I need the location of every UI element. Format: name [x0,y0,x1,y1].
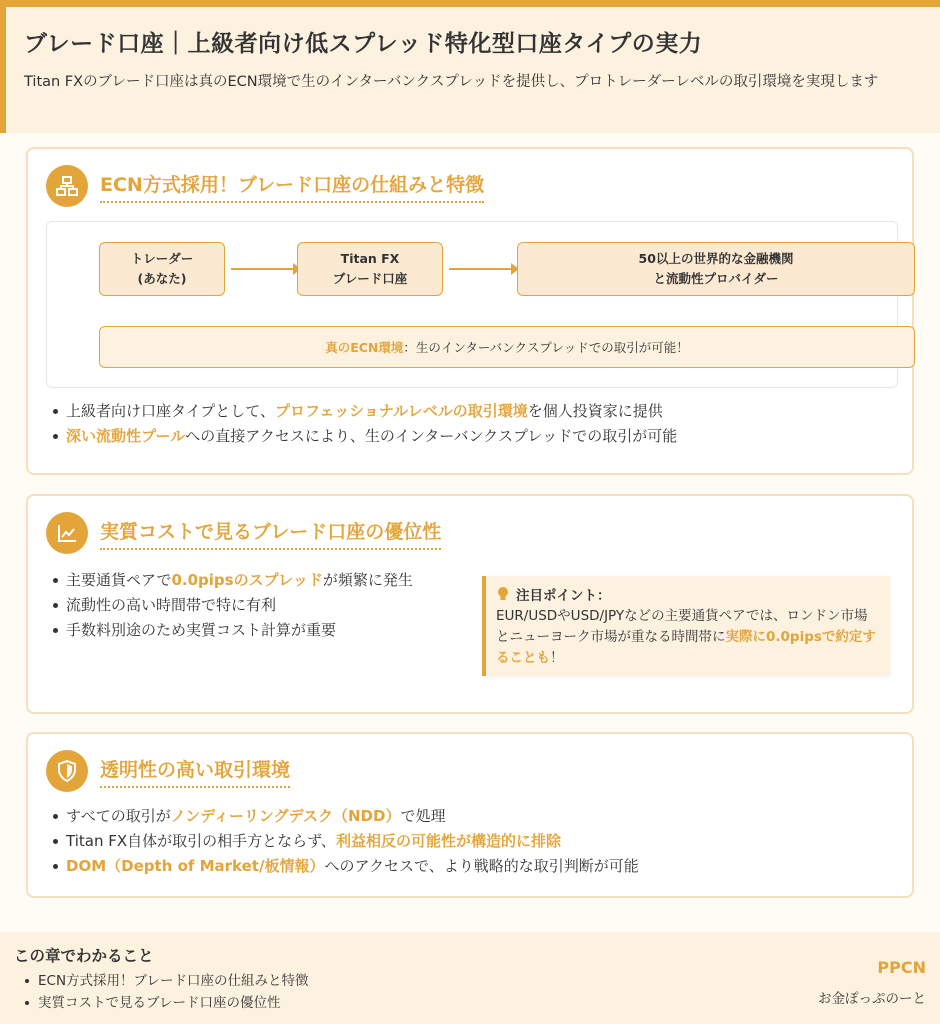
bullet-text: 手数料別途のため実質コスト計算が重要 [66,621,337,639]
brand-logo-text: PPCN [877,958,926,977]
list-item [50,399,900,424]
callout-title [496,584,880,604]
liquidity-provider-box [517,242,915,296]
lightbulb-icon [496,586,510,602]
list-item [50,618,470,643]
top-accent-bar [0,0,940,7]
section-ecn-bullets [50,399,900,449]
bullet-text: 上級者向け口座タイプとして、 [66,402,275,420]
section-ecn-header [46,165,484,207]
list-item [50,804,900,829]
page-subtitle: Titan FXのブレード口座は真のECN環境で生のインターバンクスプレッドを提供し、プロトレーダーレベルの取引環境を実現します [24,74,879,90]
bullet-text: 主要通貨ペアで [66,571,172,589]
footer-title: この章でわかること [14,947,154,965]
liquidity-box-line2: と流動性プロバイダー [653,271,779,286]
list-item [50,424,900,449]
bullet-highlight: 利益相反の可能性が構造的に排除 [335,832,561,850]
section-transparency-bullets [50,804,900,879]
trader-box [99,242,225,296]
chapter-summary-footer [0,932,940,1024]
section-transparency-title: 透明性の高い取引環境 [100,755,290,788]
ecn-note-highlight: 真のECN環境 [325,340,404,355]
callout-title-text: 注目ポイント： [516,588,611,604]
liquidity-box-line1: 50以上の世界的な金融機関 [638,251,794,266]
bullet-text: への直接アクセスにより、生のインターバンクスプレッドでの取引が可能 [185,427,678,445]
bullet-text: へのアクセスで、より戦略的な取引判断が可能 [324,857,639,875]
callout-highlight: 実際に0.0pipsで約定することも [496,629,876,666]
attention-callout [482,576,890,676]
page-header [0,7,940,133]
bullet-text: を個人投資家に提供 [527,402,663,420]
brand-subtitle: お金ぽっぷのーと [818,991,926,1007]
bullet-highlight: DOM（Depth of Market/板情報） [66,857,325,875]
section-cost-bullets [50,568,470,643]
list-item [50,593,470,618]
brand-block [818,958,926,1007]
list-item [50,568,470,593]
bullet-text: 流動性の高い時間帯で特に有利 [66,596,277,614]
bullet-highlight: 深い流動性プール [66,427,186,445]
titanfx-box-line1: Titan FX [340,251,400,266]
section-ecn-card [26,147,914,475]
titanfx-box [297,242,443,296]
callout-text: EUR/USDやUSD/JPYなどの主要通貨ペアでは、ロンドン市場とニューヨーク市場が重なる時間帯に [496,608,868,645]
section-cost-header [46,512,441,554]
flow-arrow-2 [449,268,513,270]
section-ecn-title: ECN方式採用！ブレード口座の仕組みと特徴 [100,170,484,203]
flow-arrow-1 [231,268,295,270]
section-transparency-header [46,750,290,792]
bullet-highlight: ノンディーリングデスク（NDD） [170,807,401,825]
bullet-highlight: プロフェッショナルレベルの取引環境 [274,402,528,420]
ecn-note [99,326,915,368]
bullet-text: が頻繁に発生 [322,571,413,589]
ecn-flow-diagram [46,221,898,388]
trader-box-line1: トレーダー [130,251,194,266]
ecn-note-text: ：生のインターバンクスプレッドでの取引が可能！ [403,340,689,355]
list-item [50,829,900,854]
footer-list-item: 実質コストで見るブレード口座の優位性 [14,992,926,1014]
section-transparency-card [26,732,914,898]
section-cost-title: 実質コストで見るブレード口座の優位性 [100,517,441,550]
bullet-text: Titan FX自体が取引の相手方とならず、 [66,832,336,850]
bullet-text: すべての取引が [66,807,171,825]
trader-box-line2: (あなた) [137,271,187,286]
footer-list-item: ECN方式採用！ブレード口座の仕組みと特徴 [14,970,926,992]
footer-list [14,970,926,1014]
bullet-text: で処理 [400,807,446,825]
titanfx-box-line2: ブレード口座 [332,271,408,286]
list-item [50,854,900,879]
chart-line-icon [46,512,88,554]
shield-icon [46,750,88,792]
section-cost-card [26,494,914,714]
bullet-highlight: 0.0pipsのスプレッド [171,571,323,589]
callout-body [496,606,880,669]
page-title: ブレード口座｜上級者向け低スプレッド特化型口座タイプの実力 [24,31,703,57]
network-icon [46,165,88,207]
callout-text: ！ [550,650,564,666]
